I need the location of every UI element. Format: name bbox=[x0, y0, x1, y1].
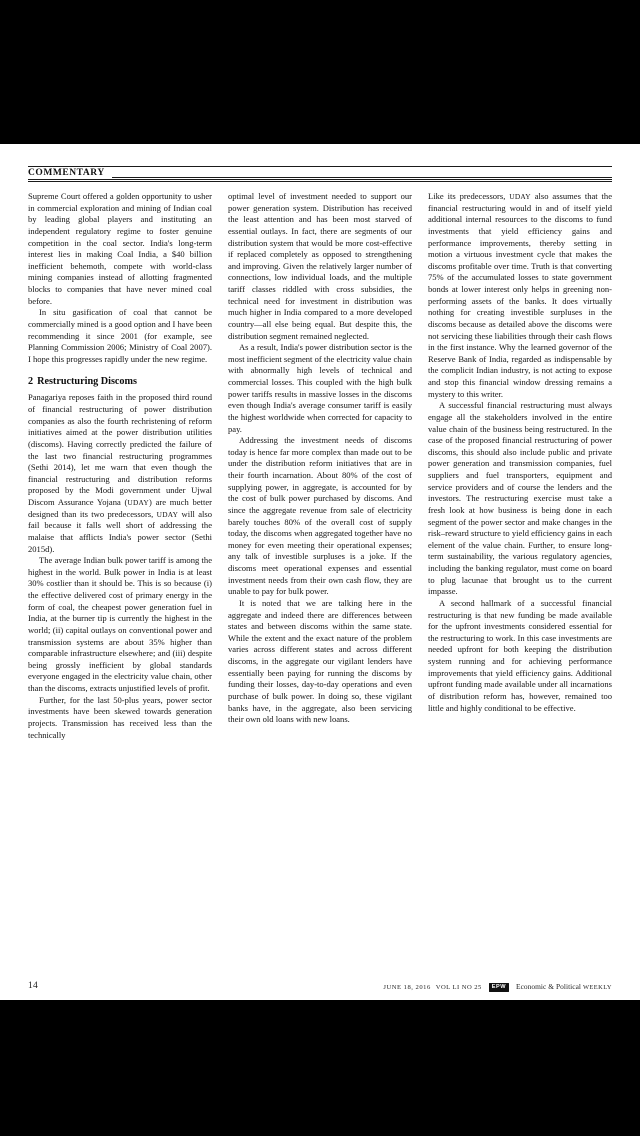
document-page bbox=[0, 144, 640, 1000]
paragraph: A second hallmark of a successful financial restructuring is that new funding be made available for the upfront investments considered essential for the restructuring to work. In this case investments are needed upfront for both keeping the distribution system running and for achieving performance improvements that yield efficiency gains. Additional upfront funding made available under all incarnations of distribution reform has, however, remained too little and highly conditional to be effective. bbox=[428, 597, 612, 713]
paragraph: Panagariya reposes faith in the proposed third round of financial restructuring of power distribution companies as also the fourth rechristening of reform initiatives aimed at the power distribution utilities (discoms). Having correctly predicted the failure of the last two financial restructuring programmes (Sethi 2014), let me warn that even though the financial restructuring and distribution reforms proposed by the Modi government under Ujwal Discom Assurance Yojana (UDAY) are much better designed than its two predecessors, UDAY will also fail because it falls well short of addressing the malaise that afflicts India's power sector (Sethi 2015d). bbox=[28, 392, 213, 554]
paragraph: In situ gasification of coal that cannot be commercially mined is a good option and I have been recommending it since 2001 (for example, see Planning Commission 2006; Ministry of Coal 2007). I hope this progresses rapidly under the new regime. bbox=[28, 307, 212, 364]
running-head-label: COMMENTARY bbox=[28, 168, 112, 178]
paragraph: It is noted that we are talking here in the aggregate and indeed there are differences between states and between discoms within the same state. While the extent and the exact nature of the problem varies across different states and across different discoms, in the aggregate our vigilant lenders have essentially been paying for running the discoms by funding their losses, day-to-day operations and even purchase of bulk power. In doing so, these vigilant banks have, in the aggregate, also been servicing their own old loans with new loans. bbox=[228, 597, 412, 725]
paragraph: The average Indian bulk power tariff is among the highest in the world. Bulk power in India is at least 30% costlier than it should be. This is so because (i) the effective delivered cost of primary energy in the form of coal, the cheapest power generation fuel in India, at the burner tip is currently the highest in the world; (ii) capital outlays on conventional power and transmission systems are about 35% higher than comparable infrastructure elsewhere; and (iii) despite being grossly inefficient by global standards everyone engaged in the electricity value chain, other than the discoms, extracts unjustified levels of profit. bbox=[28, 555, 212, 693]
section-title: Restructuring Discoms bbox=[37, 376, 137, 388]
volume-issue: VOL LI NO 25 bbox=[435, 983, 482, 991]
paragraph: Further, for the last 50-plus years, power sector investments have been skewed towards generation projects. Transmission has received less than the technically bbox=[28, 694, 212, 740]
paragraph: optimal level of investment needed to support our power generation system. Distribution has received the least attention and has been most starved of essential outlays. In fact, there are segments of our distribution system that would be more cost-effective if replaced completely as opposed to strengthening and improving. Given the relatively larger number of connections, low individual loads, and the multiple tariff classes riddled with cross subsidies, the technical need for investment in distribution was much higher in India compared to a more developed country—all else being equal. But despite this, the distribution segment remained neglected. bbox=[228, 191, 412, 341]
column-middle bbox=[228, 191, 412, 958]
page-number: 14 bbox=[28, 981, 38, 991]
epw-logo-icon: EPW bbox=[489, 983, 509, 992]
paragraph: Addressing the investment needs of discoms today is hence far more complex than made out to be under the distribution reform initiatives that are in their fourth incarnation. About 80% of the cost of supplying power, in aggregate, is accounted for by the cost of bulk power purchased by discoms. And since the aggregate revenue from sale of electricity barely touches 80% of the overall cost of supply today, the discoms when aggregated together have no money for even meeting their operational expenses; any talk of investible surpluses is a joke. If the discoms meet operational expenses and essential investment needs from their own cash flow, they are unable to pay for bulk power. bbox=[228, 435, 412, 597]
paragraph: A successful financial restructuring must always engage all the stakeholders involved in the entire value chain of the business being restructured. In the case of the proposed financial restructuring of power discoms, this should also include public and private power generation and transmission companies, fuel suppliers and fuel transporters, equipment and service providers and of course the lenders and the investors. The restructuring exercise must take a fresh look at how business is being done in each segment of the power sector and make changes in the risk–reward structure to yield efficiency gains in each element of the value chain. Further, to ensure long-term sustainability, the various regulatory agencies, including the banking regulator, must come on board to plug lacunae that brought us to the current impasse. bbox=[428, 400, 612, 597]
paragraph: As a result, India's power distribution sector is the most inefficient segment of the electricity value chain with abnormally high levels of technical and commercial losses. This coupled with the high bulk power tariffs results in massive losses in the discoms even though India's average consumer tariff is easily the highest worldwide when corrected for capacity to pay. bbox=[228, 342, 412, 434]
masthead-suffix: WEEKLY bbox=[582, 984, 612, 991]
article-columns bbox=[28, 191, 612, 958]
section-heading bbox=[28, 376, 212, 388]
column-left bbox=[28, 191, 212, 958]
rule-top bbox=[28, 166, 612, 167]
rule-bottom-1 bbox=[28, 177, 612, 178]
masthead-main: Economic & Political bbox=[516, 982, 582, 991]
paragraph: Like its predecessors, UDAY also assumes that the financial restructuring would in and of itself yield additional internal resources to the discoms to fund investments that yield efficiency gains and performance improvements, thereby setting in motion a virtuous investment cycle that makes the discoms profitable over time. Truth is that converting 75% of the accumulated losses to state government bonds at lower interest only helps in greening non-performing assets of the banks. It does virtually nothing for creating investible surpluses in the discoms because as detailed above the discoms were not servicing these liabilities through their cash flows in the first instance. Why the learned governor of the Reserve Bank of India, regarded as indispensable by the complicit Indian industry, is not acting to expose and stop this financial window dressing remains a mystery to this writer. bbox=[428, 191, 612, 399]
masthead bbox=[516, 982, 612, 992]
rule-bottom-2 bbox=[28, 179, 612, 180]
issue-date: JUNE 18, 2016 bbox=[383, 983, 431, 991]
footer-imprint bbox=[383, 982, 612, 992]
paragraph: Supreme Court offered a golden opportunity to usher in commercial exploration and mining of Indian coal by leading global players and instituting an independent regulatory regime to foster genuine competition in the coal sector. India's long-term interest lies in making Coal India, a $40 billion inefficient behemoth, compete with world-class mining companies instead of allotting fragmented blocks to companies that have never mined coal before. bbox=[28, 191, 212, 306]
column-right bbox=[428, 191, 612, 958]
rule-bottom-3 bbox=[28, 181, 612, 182]
page-footer bbox=[28, 966, 612, 992]
running-head-rules bbox=[28, 166, 612, 182]
running-head bbox=[28, 166, 612, 182]
section-number: 2 bbox=[28, 376, 34, 388]
